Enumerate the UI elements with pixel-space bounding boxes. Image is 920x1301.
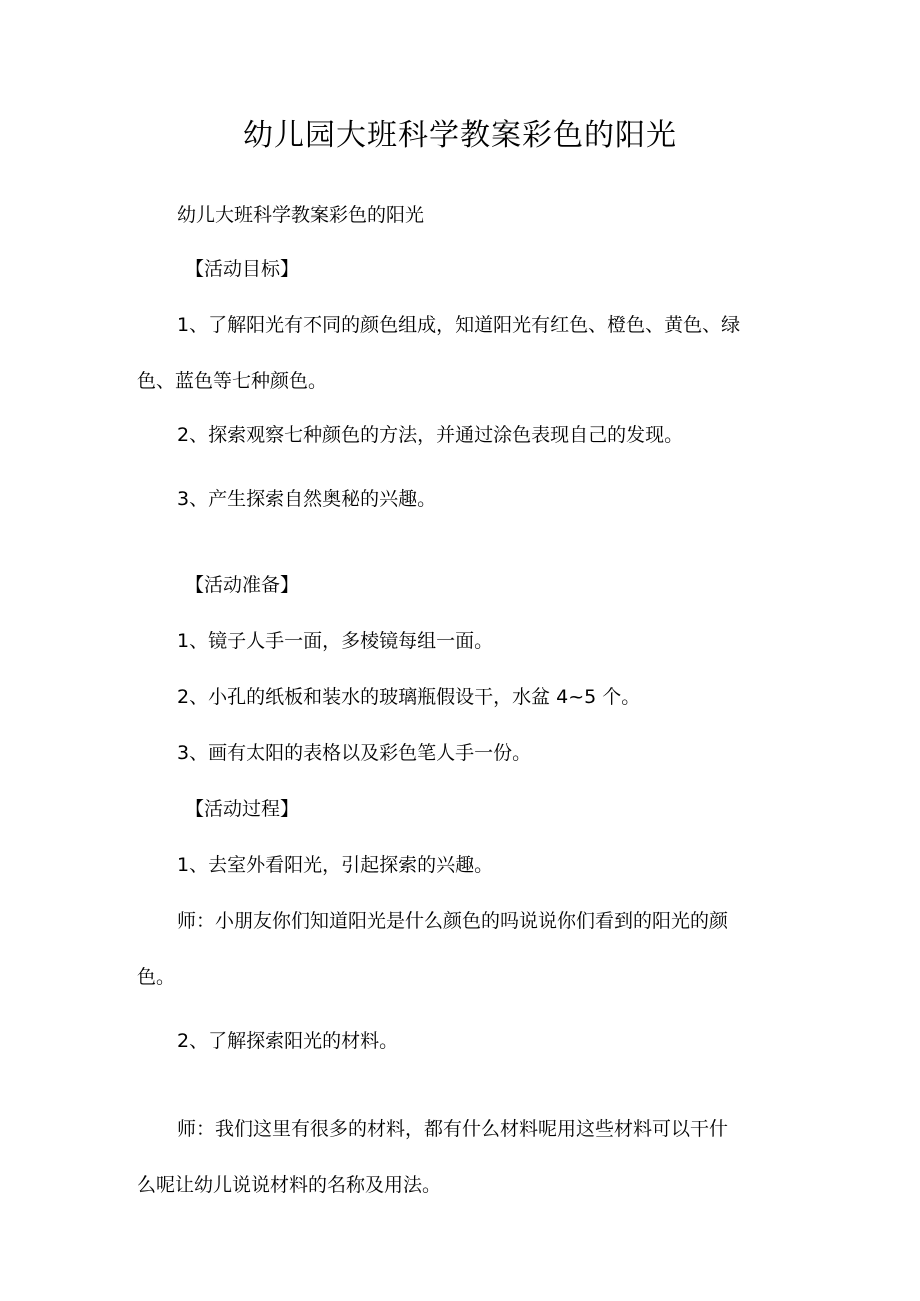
process-line-3: 2、了解探索阳光的材料。 [177, 1030, 399, 1052]
process-line-4-continued: 么呢让幼儿说说材料的名称及用法。 [137, 1174, 442, 1196]
document-title: 幼儿园大班科学教案彩色的阳光 [243, 118, 677, 153]
section-heading-goals: 【活动目标】 [185, 258, 300, 280]
prep-line-2: 2、小孔的纸板和装水的玻璃瓶假设干，水盆 4~5 个。 [177, 686, 641, 708]
process-line-1: 1、去室外看阳光，引起探索的兴趣。 [177, 854, 494, 876]
goal-line-1-continued: 色、蓝色等七种颜色。 [137, 370, 328, 392]
goal-line-3: 3、产生探索自然奥秘的兴趣。 [177, 488, 437, 510]
section-heading-process: 【活动过程】 [185, 798, 300, 820]
prep-line-3: 3、画有太阳的表格以及彩色笔人手一份。 [177, 742, 532, 764]
document-subtitle: 幼儿大班科学教案彩色的阳光 [177, 204, 425, 226]
process-line-2: 师：小朋友你们知道阳光是什么颜色的吗说说你们看到的阳光的颜 [177, 910, 729, 932]
prep-line-1: 1、镜子人手一面，多棱镜每组一面。 [177, 630, 494, 652]
goal-line-1: 1、了解阳光有不同的颜色组成，知道阳光有红色、橙色、黄色、绿 [177, 314, 741, 336]
process-line-2-continued: 色。 [137, 966, 176, 988]
section-heading-prep: 【活动准备】 [185, 574, 300, 596]
process-line-4: 师：我们这里有很多的材料，都有什么材料呢用这些材料可以干什 [177, 1118, 729, 1140]
goal-line-2: 2、探索观察七种颜色的方法，并通过涂色表现自己的发现。 [177, 424, 684, 446]
